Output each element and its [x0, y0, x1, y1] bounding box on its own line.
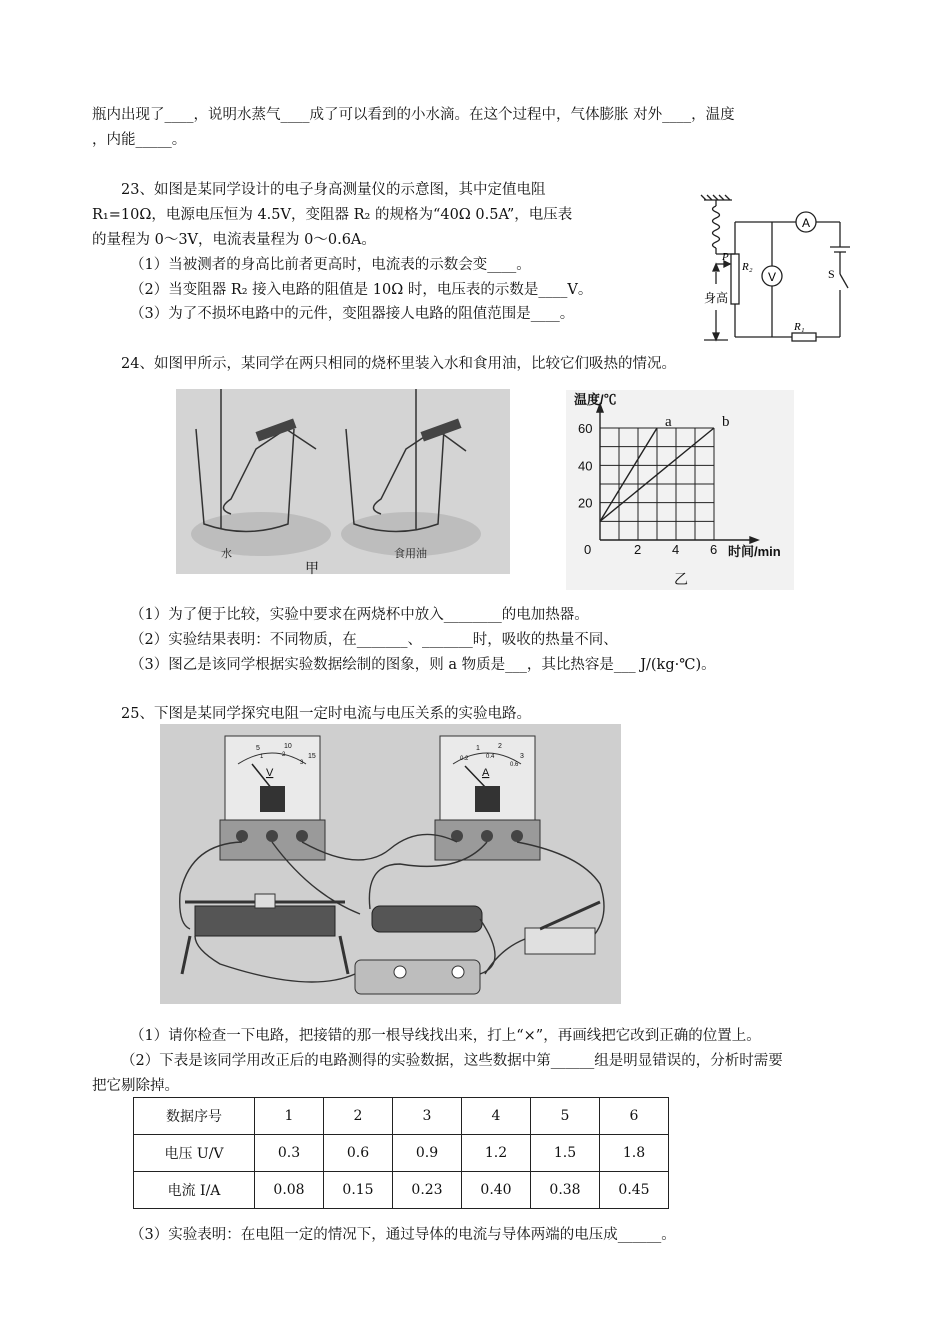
experiment-circuit-photo	[160, 724, 621, 1004]
table-cell: 0.9	[393, 1135, 462, 1172]
table-header-cell: 5	[531, 1098, 600, 1135]
series-label-a: a	[665, 414, 672, 430]
intro-line-2: ，内能_____。	[92, 132, 187, 148]
table-cell: 0.6	[324, 1135, 393, 1172]
q25-sub-3: （3）实验表明：在电阻一定的情况下，通过导体的电流与导体两端的电压成______。	[130, 1227, 676, 1243]
x-tick-label: 2	[634, 542, 642, 557]
table-cell: 电压 U/V	[134, 1135, 255, 1172]
table-header-cell: 2	[324, 1098, 393, 1135]
x-tick-label: 6	[710, 542, 718, 557]
a-scale-small-0-2: 0.2	[460, 756, 469, 762]
q25-sub-1: （1）请你检查一下电路，把接错的那一根导线找出来，打上“×”，再画线把它改到正确的位置上。	[130, 1028, 761, 1044]
photo-caption-jia: 甲	[305, 561, 319, 577]
ammeter-dial-letter: A	[482, 767, 490, 779]
a-scale-small-0-6: 0.6	[510, 762, 519, 768]
table-cell: 0.23	[393, 1172, 462, 1209]
q23-sub-1: （1）当被测者的身高比前者更高时，电流表的示数会变____。	[130, 257, 531, 273]
r2-label: R₂	[742, 261, 753, 273]
oil-label: 食用油	[394, 547, 427, 560]
table-cell: 0.40	[462, 1172, 531, 1209]
table-cell: 0.15	[324, 1172, 393, 1209]
table-row	[134, 1172, 669, 1209]
v-scale-15: 15	[308, 753, 316, 760]
table-cell: 1.5	[531, 1135, 600, 1172]
v-scale-small-3: 3	[300, 760, 304, 766]
a-scale-3: 3	[520, 753, 524, 760]
table-row	[134, 1135, 669, 1172]
table-cell: 1.8	[600, 1135, 669, 1172]
q25-sub-2b: 把它剔除掉。	[92, 1078, 179, 1094]
table-cell: 0.3	[255, 1135, 324, 1172]
q23-line-3: 的量程为 0～3V，电流表量程为 0～0.6A。	[92, 232, 376, 248]
table-cell: 电流 I/A	[134, 1172, 255, 1209]
voltmeter-dial-letter: V	[266, 767, 274, 779]
chart-caption: 乙	[674, 571, 688, 587]
q24-sub-3: （3）图乙是该同学根据实验数据绘制的图象，则 a 物质是___，其比热容是___ J/(kg·℃)。	[130, 657, 716, 673]
table-header-cell: 4	[462, 1098, 531, 1135]
q24-sub-1: （1）为了便于比较，实验中要求在两烧杯中放入________的电加热器。	[130, 607, 589, 623]
table-cell: 0.38	[531, 1172, 600, 1209]
height-label: 身高	[704, 291, 729, 305]
table-header-row	[134, 1098, 669, 1135]
table-header-cell: 3	[393, 1098, 462, 1135]
q23-line-1: 23、如图是某同学设计的电子身高测量仪的示意图，其中定值电阻	[121, 182, 546, 198]
q23-sub-3: （3）为了不损坏电路中的元件，变阻器接人电路的阻值范围是____。	[130, 306, 575, 322]
q24-sub-2: （2）实验结果表明：不同物质，在_______、_______时，吸收的热量不同、	[130, 632, 618, 648]
series-label-b: b	[722, 414, 730, 430]
a-scale-1: 1	[476, 745, 480, 752]
a-scale-2: 2	[498, 743, 502, 750]
table-cell: 0.08	[255, 1172, 324, 1209]
y-tick-label: 40	[578, 458, 593, 474]
a-scale-small-0-4: 0.4	[486, 754, 495, 760]
table-header-cell: 数据序号	[134, 1098, 255, 1135]
q23-line-2: R₁=10Ω，电源电压恒为 4.5V，变阻器 R₂ 的规格为“40Ω 0.5A”，电压表	[92, 207, 573, 223]
q25-sub-2a: （2）下表是该同学用改正后的电路测得的实验数据，这些数据中第______组是明显错误的，分析时需要	[121, 1053, 783, 1069]
beakers-photo	[176, 389, 510, 574]
q25-line-1: 25、下图是某同学探究电阻一定时电流与电压关系的实验电路。	[121, 706, 531, 722]
height-meter-circuit	[680, 192, 860, 342]
data-table	[133, 1097, 669, 1209]
slider-label: P	[722, 251, 729, 263]
y-axis-label: 温度/℃	[574, 392, 617, 407]
intro-line-1: 瓶内出现了____，说明水蒸气____成了可以看到的小水滴。在这个过程中，气体膨胀 对外____，温度	[92, 107, 735, 123]
voltmeter-label: V	[767, 270, 777, 284]
table-header-cell: 1	[255, 1098, 324, 1135]
y-tick-label: 20	[578, 495, 593, 511]
table-cell: 0.45	[600, 1172, 669, 1209]
x-tick-label: 4	[672, 542, 680, 557]
v-scale-10: 10	[284, 743, 292, 750]
ammeter-label: A	[801, 216, 811, 230]
water-label: 水	[221, 547, 232, 560]
table-cell: 1.2	[462, 1135, 531, 1172]
y-tick-label: 60	[578, 421, 593, 436]
temperature-time-chart	[566, 390, 794, 590]
x-axis-label: 时间/min	[728, 544, 781, 559]
table-header-cell: 6	[600, 1098, 669, 1135]
q24-line-1: 24、如图甲所示，某同学在两只相同的烧杯里装入水和食用油，比较它们吸热的情况。	[121, 356, 676, 372]
v-scale-small-1: 1	[260, 754, 264, 760]
switch-label: S	[828, 267, 835, 281]
r1-label: R₁	[794, 321, 805, 333]
x-tick-label: 0	[584, 542, 592, 557]
v-scale-5: 5	[256, 745, 260, 752]
v-scale-small-2: 2	[282, 752, 286, 758]
q23-sub-2: （2）当变阻器 R₂ 接入电路的阻值是 10Ω 时，电压表的示数是____V。	[130, 282, 593, 298]
